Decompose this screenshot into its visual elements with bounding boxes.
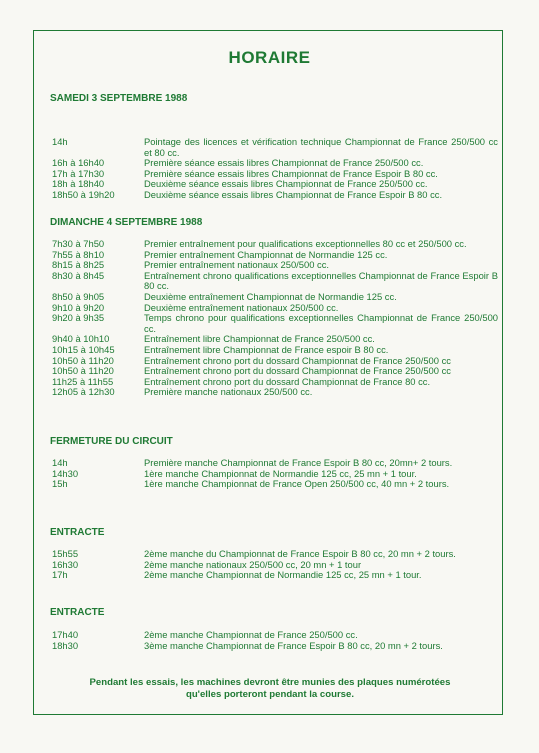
schedule-block-dimanche xyxy=(52,239,498,398)
schedule-time: 7h55 à 8h10 xyxy=(52,248,105,260)
schedule-time: 10h15 à 10h45 xyxy=(52,343,115,355)
schedule-time: 18h à 18h40 xyxy=(52,178,105,190)
schedule-time: 8h50 à 9h05 xyxy=(52,290,105,302)
schedule-row xyxy=(52,271,498,292)
schedule-row xyxy=(52,190,498,201)
schedule-time: 11h25 à 11h55 xyxy=(52,375,114,387)
schedule-time: 18h50 à 19h20 xyxy=(52,188,115,200)
section-heading-dimanche: DIMANCHE 4 SEPTEMBRE 1988 xyxy=(50,217,203,228)
schedule-time: 15h55 xyxy=(52,548,79,559)
schedule-description: Entraînement chrono port du dossard Championnat de France 250/500 cc xyxy=(144,354,451,366)
schedule-description: Entraînement chrono qualifications exceptionnelles Championnat de France Espoir B 80 cc. xyxy=(144,269,498,292)
schedule-description: Première séance essais libres Championnat de France 250/500 cc. xyxy=(144,157,424,169)
schedule-description: Premier entraînement pour qualifications exceptionnelles 80 cc et 250/500 cc. xyxy=(144,238,467,249)
schedule-block-fermeture xyxy=(52,458,498,490)
schedule-time: 12h05 à 12h30 xyxy=(52,386,115,398)
section-heading-entracte-2: ENTRACTE xyxy=(50,607,105,618)
schedule-description: Pointage des licences et vérification technique Championnat de France 250/500 cc et 80 cc. xyxy=(144,136,498,158)
schedule-time: 9h20 à 9h35 xyxy=(52,312,105,324)
schedule-block-entracte-2 xyxy=(52,630,498,651)
schedule-time: 10h50 à 11h20 xyxy=(52,365,114,377)
schedule-description: Deuxième entraînement Championnat de Normandie 125 cc. xyxy=(144,290,397,302)
schedule-time: 10h50 à 11h20 xyxy=(52,354,114,366)
schedule-row xyxy=(52,458,498,469)
page-title: HORAIRE xyxy=(228,48,311,67)
schedule-description: 2ème manche du Championnat de France Espoir B 80 cc, 20 mn + 2 tours. xyxy=(144,548,456,559)
schedule-time: 14h xyxy=(52,136,68,147)
schedule-description: Première manche nationaux 250/500 cc. xyxy=(144,386,313,398)
schedule-description: 2ème manche nationaux 250/500 cc, 20 mn + 1 tour xyxy=(144,558,362,570)
schedule-time: 17h40 xyxy=(52,629,79,640)
schedule-description: Entraînement chrono port du dossard Championnat de France 80 cc. xyxy=(144,375,431,387)
section-heading-fermeture: FERMETURE DU CIRCUIT xyxy=(50,436,173,447)
schedule-description: Deuxième entraînement nationaux 250/500 cc. xyxy=(144,301,339,313)
schedule-block-entracte-1 xyxy=(52,549,498,581)
schedule-description: Entraînement libre Championnat de France 250/500 cc. xyxy=(144,333,375,345)
schedule-row xyxy=(52,549,498,560)
schedule-time: 9h40 à 10h10 xyxy=(52,333,110,345)
schedule-row xyxy=(52,479,498,490)
schedule-time: 14h30 xyxy=(52,467,79,479)
footer-line: Pendant les essais, les machines devront être munies des plaques numérotées xyxy=(89,677,451,688)
schedule-time: 14h xyxy=(52,457,68,468)
schedule-time: 9h10 à 9h20 xyxy=(52,301,105,313)
schedule-time: 16h à 16h40 xyxy=(52,157,105,169)
schedule-row xyxy=(52,239,498,250)
schedule-time: 15h xyxy=(52,478,68,490)
schedule-description: Temps chrono pour qualifications exceptionnelles Championnat de France 250/500 cc. xyxy=(144,312,498,334)
schedule-row xyxy=(52,313,498,334)
section-heading-entracte-1: ENTRACTE xyxy=(50,527,105,538)
schedule-time: 8h30 à 8h45 xyxy=(52,269,105,281)
footer-line: qu'elles porteront pendant la course. xyxy=(185,688,355,700)
schedule-description: Deuxième séance essais libres Championnat de France Espoir B 80 cc. xyxy=(144,188,443,200)
schedule-time: 8h15 à 8h25 xyxy=(52,259,105,271)
footer-notice xyxy=(45,677,495,700)
schedule-time: 17h à 17h30 xyxy=(52,167,105,179)
schedule-row xyxy=(52,292,498,303)
schedule-description: 2ème manche Championnat de France 250/500 cc. xyxy=(144,629,358,640)
schedule-row xyxy=(52,570,498,581)
schedule-description: Premier entraînement nationaux 250/500 cc. xyxy=(144,259,330,271)
schedule-row xyxy=(52,137,498,158)
schedule-description: Première manche Championnat de France Espoir B 80 cc, 20mn+ 2 tours. xyxy=(144,457,453,468)
schedule-time: 18h30 xyxy=(52,639,79,651)
schedule-block-samedi xyxy=(52,137,498,201)
schedule-description: Deuxième séance essais libres Championnat de France 250/500 cc. xyxy=(144,178,428,190)
schedule-description: 3ème manche Championnat de France Espoir B 80 cc, 20 mn + 2 tours. xyxy=(144,639,443,651)
section-heading-samedi: SAMEDI 3 SEPTEMBRE 1988 xyxy=(50,93,188,104)
schedule-row xyxy=(52,345,498,356)
schedule-description: 2ème manche Championnat de Normandie 125 cc, 25 mn + 1 tour. xyxy=(144,569,422,581)
schedule-time: 7h30 à 7h50 xyxy=(52,238,105,249)
schedule-description: Première séance essais libres Championnat de France Espoir B 80 cc. xyxy=(144,167,438,179)
schedule-time: 17h xyxy=(52,569,68,581)
schedule-description: Premier entraînement Championnat de Normandie 125 cc. xyxy=(144,248,388,260)
schedule-description: 1ère manche Championnat de France Open 250/500 cc, 40 mn + 2 tours. xyxy=(144,478,450,490)
schedule-row xyxy=(52,387,498,398)
schedule-description: 1ère manche Championnat de Normandie 125 cc, 25 mn + 1 tour. xyxy=(144,467,417,479)
schedule-description: Entraînement chrono port du dossard Championnat de France 250/500 cc xyxy=(144,365,451,377)
schedule-time: 16h30 xyxy=(52,558,79,570)
schedule-row xyxy=(52,641,498,652)
schedule-row xyxy=(52,630,498,641)
schedule-description: Entraînement libre Championnat de France espoir B 80 cc. xyxy=(144,343,389,355)
